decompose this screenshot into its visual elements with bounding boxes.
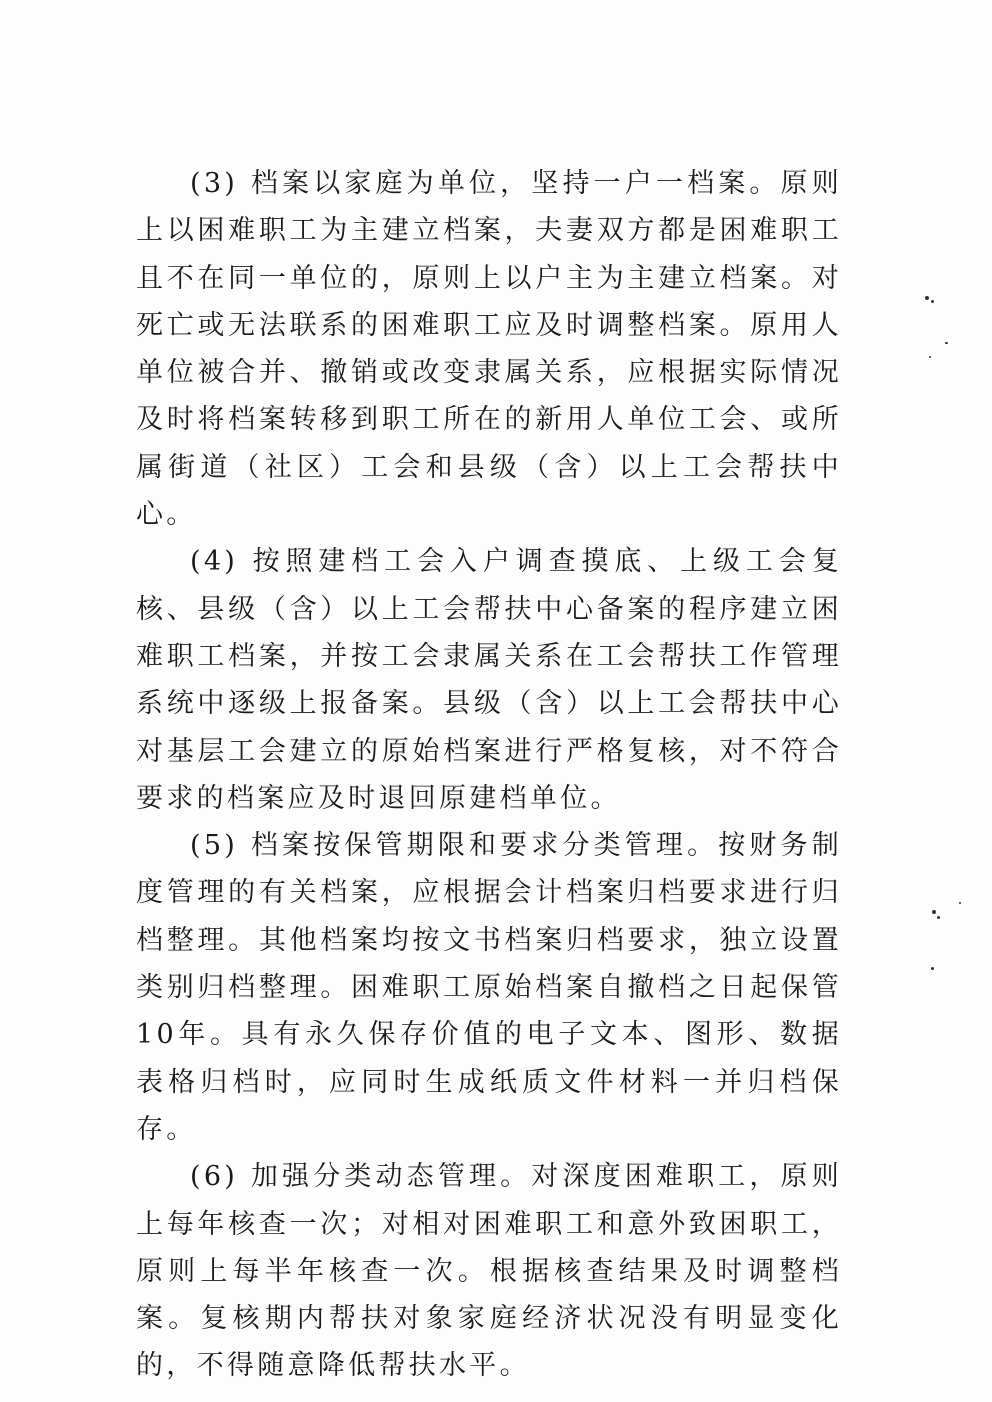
scan-speck xyxy=(929,356,931,358)
scan-speck xyxy=(932,910,936,914)
scan-speck xyxy=(945,342,948,344)
paragraph-6: (6) 加强分类动态管理。对深度困难职工，原则上每年核查一次；对相对困难职工和意外致困职工，原则上每半年核查一次。根据核查结果及时调整档案。复核期内帮扶对象家庭经济状况没有明显变化的，不得随意降低帮扶水平。 xyxy=(136,1161,842,1382)
document-body xyxy=(136,160,842,1390)
paragraph-3: (3) 档案以家庭为单位，坚持一户一档案。原则上以困难职工为主建立档案，夫妻双方都是困难职工且不在同一单位的，原则上以户主为主建立档案。对死亡或无法联系的困难职工应及时调整档案。原用人单位被合并、撤销或改变隶属关系，应根据实际情况及时将档案转移到职工所在的新用人单位工会、或所属街道（社区）工会和县级（含）以上工会帮扶中心。 xyxy=(136,168,842,531)
paragraph-5: (5) 档案按保管期限和要求分类管理。按财务制度管理的有关档案，应根据会计档案归档要求进行归档整理。其他档案均按文书档案归档要求，独立设置类别归档整理。困难职工原始档案自撤档之日起保管10年。具有永久保存价值的电子文本、图形、数据表格归档时，应同时生成纸质文件材料一并归档保存。 xyxy=(136,830,842,1145)
scan-speck xyxy=(925,296,929,300)
scan-speck xyxy=(931,967,934,970)
scan-speck xyxy=(959,902,961,904)
scan-speck xyxy=(937,916,940,919)
paragraph-4: (4) 按照建档工会入户调查摸底、上级工会复核、县级（含）以上工会帮扶中心备案的程序建立困难职工档案，并按工会隶属关系在工会帮扶工作管理系统中逐级上报备案。县级（含）以上工会帮扶中心对基层工会建立的原始档案进行严格复核，对不符合要求的档案应及时退回原建档单位。 xyxy=(136,546,842,814)
scan-speck xyxy=(931,300,934,303)
